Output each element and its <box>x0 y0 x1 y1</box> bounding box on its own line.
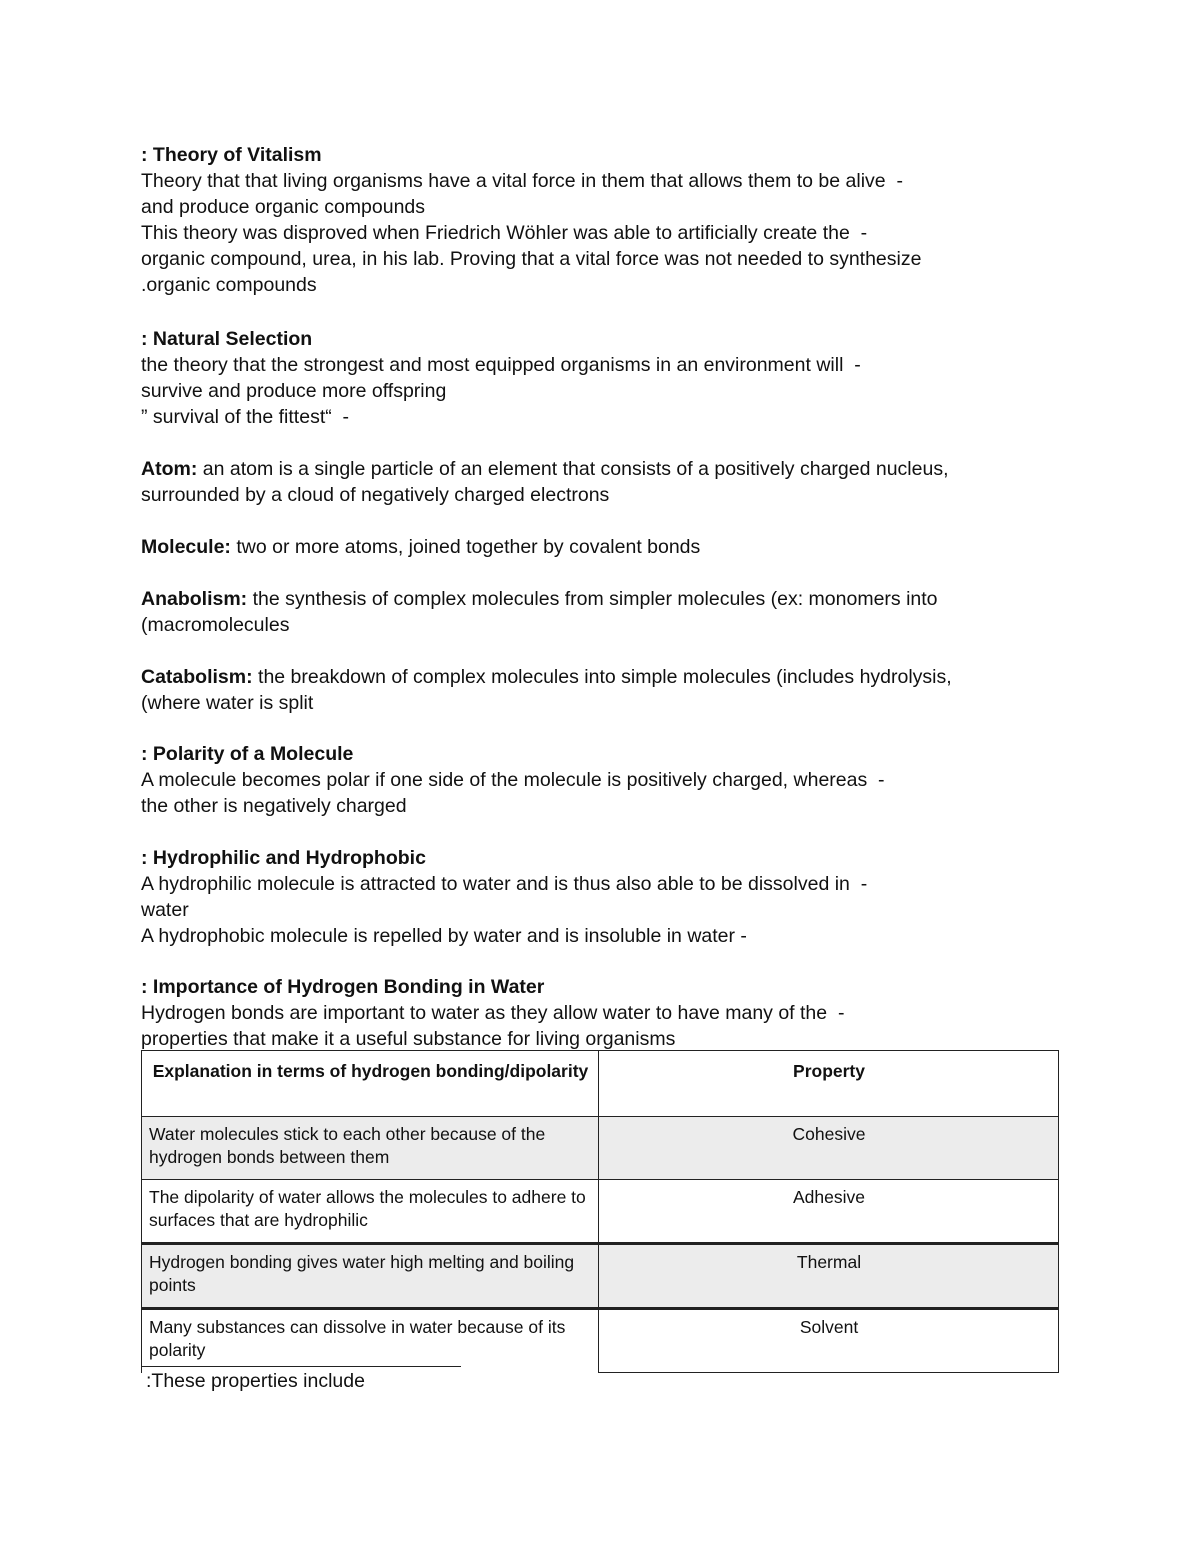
header-explanation: Explanation in terms of hydrogen bonding/dipolarity <box>142 1051 599 1117</box>
vitalism-line-1: Theory that that living organisms have a vital force in them that allows them to be alive - <box>141 170 903 192</box>
anabolism-text: the synthesis of complex molecules from simpler molecules (ex: monomers into <box>247 588 938 610</box>
water-properties-table <box>141 1050 1059 1373</box>
polarity-line-2: the other is negatively charged <box>141 795 407 817</box>
catabolism-text-2: (where water is split <box>141 692 314 714</box>
heading-polarity: : Polarity of a Molecule <box>141 743 354 765</box>
hydro-line-3: A hydrophobic molecule is repelled by water and is insoluble in water - <box>141 925 747 947</box>
molecule-text: two or more atoms, joined together by covalent bonds <box>230 536 701 558</box>
explanation-cell: The dipolarity of water allows the molecules to adhere to surfaces that are hydrophilic <box>142 1180 599 1244</box>
table-row <box>142 1244 1059 1309</box>
explanation-cell: Hydrogen bonding gives water high melting and boiling points <box>142 1244 599 1309</box>
explanation-cell: Many substances can dissolve in water because of its polarity <box>142 1309 599 1373</box>
natural-selection-line-2: survive and produce more offspring <box>141 380 447 402</box>
explanation-cell: Water molecules stick to each other because of the hydrogen bonds between them <box>142 1117 599 1180</box>
atom-text-2: surrounded by a cloud of negatively charged electrons <box>141 484 610 506</box>
section-hydrogen-bonding <box>141 974 1061 1052</box>
vitalism-line-4: organic compound, urea, in his lab. Proving that a vital force was not needed to synthesize <box>141 248 922 270</box>
heading-hydrogen-bonding: : Importance of Hydrogen Bonding in Water <box>141 976 545 998</box>
vitalism-line-2: and produce organic compounds <box>141 196 426 218</box>
anabolism-text-2: (macromolecules <box>141 614 290 636</box>
section-polarity <box>141 741 1061 819</box>
vitalism-line-3: This theory was disproved when Friedrich Wöhler was able to artificially create the - <box>141 222 868 244</box>
property-cell: Solvent <box>599 1309 1059 1373</box>
hbond-line-1: Hydrogen bonds are important to water as they allow water to have many of the - <box>141 1002 845 1024</box>
natural-selection-line-1: the theory that the strongest and most equipped organisms in an environment will - <box>141 354 861 376</box>
section-natural-selection <box>141 326 1061 430</box>
definition-catabolism <box>141 664 1061 716</box>
heading-hydrophilic-hydrophobic: : Hydrophilic and Hydrophobic <box>141 847 426 869</box>
term-atom: Atom: <box>141 458 198 480</box>
header-property: Property <box>599 1051 1059 1117</box>
term-molecule: Molecule: <box>141 536 231 558</box>
polarity-line-1: A molecule becomes polar if one side of the molecule is positively charged, whereas - <box>141 769 885 791</box>
catabolism-text: the breakdown of complex molecules into simple molecules (includes hydrolysis, <box>252 666 952 688</box>
table-row <box>142 1309 1059 1373</box>
property-cell: Cohesive <box>599 1117 1059 1180</box>
heading-natural-selection: : Natural Selection <box>141 328 313 350</box>
natural-selection-line-3: ” survival of the fittest“ - <box>141 406 350 428</box>
term-anabolism: Anabolism: <box>141 588 248 610</box>
term-catabolism: Catabolism: <box>141 666 253 688</box>
definition-anabolism <box>141 586 1061 638</box>
table-row <box>142 1117 1059 1180</box>
hydro-line-1: A hydrophilic molecule is attracted to water and is thus also able to be dissolved in - <box>141 873 868 895</box>
closing-line: :These properties include <box>146 1370 365 1392</box>
definition-atom <box>141 456 1061 508</box>
hbond-line-2: properties that make it a useful substance for living organisms <box>141 1028 676 1050</box>
table-header-row <box>142 1051 1059 1117</box>
atom-text: an atom is a single particle of an element that consists of a positively charged nucleus, <box>197 458 949 480</box>
section-hydrophilic-hydrophobic <box>141 845 1061 949</box>
property-cell: Thermal <box>599 1244 1059 1309</box>
table-row <box>142 1180 1059 1244</box>
hydro-line-2: water <box>141 899 189 921</box>
table-bottom-rule <box>141 1366 461 1367</box>
vitalism-line-5: .organic compounds <box>141 274 317 296</box>
heading-vitalism: : Theory of Vitalism <box>141 144 322 166</box>
section-vitalism <box>141 142 1061 298</box>
property-cell: Adhesive <box>599 1180 1059 1244</box>
definition-molecule <box>141 534 1061 560</box>
